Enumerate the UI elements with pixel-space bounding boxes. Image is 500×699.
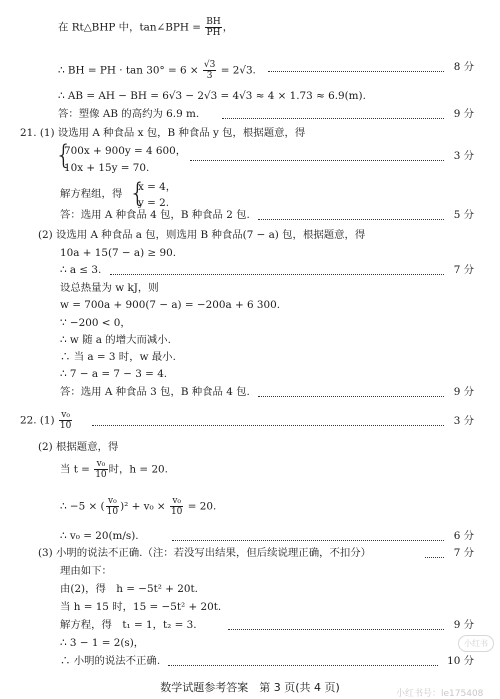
dot-leader (222, 118, 444, 119)
a-bound: ∴ a ≤ 3. (60, 264, 102, 276)
q21-part1-answer: 答：选用 A 种食品 4 包，B 种食品 2 包. (60, 209, 250, 221)
equation-1: 700x + 900y = 4 600， (64, 145, 187, 157)
watermark-text: 小红书号：le175408 (396, 689, 484, 699)
score-7: 7 分 (453, 547, 474, 559)
solution-x: x = 4， (138, 181, 177, 193)
equation-2: 10x + 15y = 70. (64, 162, 150, 174)
score-10: 10 分 (447, 655, 474, 667)
fraction-v0-10: $\frac{\text{v₀}}{10}$ (106, 496, 119, 517)
q21-part2-answer: 答：选用 A 种食品 3 包，B 种食品 4 包. (60, 386, 250, 398)
solution-brace: { (129, 178, 147, 209)
v0-result: ∴ v₀ = 20(m/s). (60, 530, 139, 542)
score-9: 9 分 (453, 108, 474, 120)
dot-leader (258, 396, 444, 397)
dot-leader (268, 71, 444, 72)
let-total-heat: 设总热量为 w kJ，则 (60, 282, 159, 294)
w-decreasing: ∴ w 随 a 的增大而减小. (60, 334, 171, 346)
line-ab-calc: ∴ AB = AH − BH = 6√3 − 2√3 = 4√3 ≈ 4 × 1.73 ≈ 6.9(m). (58, 90, 366, 102)
final-conclusion: ∴ 小明的说法不正确. (60, 655, 161, 667)
w-expression: w = 700a + 900(7 − a) = −200a + 6 300. (60, 299, 281, 311)
b-count: ∴ 7 − a = 7 − 3 = 4. (60, 368, 168, 380)
t-condition: 当 t = $\frac{\text{v₀}}{10}$ 时，h = 20. (60, 459, 168, 480)
page-footer: 数学试题参考答案 第 3 页(共 4 页) (160, 681, 340, 694)
q21-part1-setup: 21. (1) 设选用 A 种食品 x 包，B 种食品 y 包，根据题意，得 (20, 127, 306, 139)
dot-leader (168, 665, 438, 666)
duration-calc: ∴ 3 − 1 = 2(s)， (60, 637, 145, 649)
dot-leader (92, 425, 444, 426)
h-function: 由(2)，得 h = −5t² + 20t. (60, 583, 198, 595)
fraction-v0-10: $\frac{\text{v₀}}{10}$ (95, 459, 107, 480)
solution-y: y = 2. (138, 197, 170, 209)
dot-leader (228, 629, 444, 630)
score-9: 9 分 (453, 386, 474, 398)
equation-brace: { (55, 140, 73, 171)
q22-part3-claim: (3) 小明的说法不正确.（注：若没写出结果，但后续说理正确，不扣分） (38, 547, 372, 559)
score-8: 8 分 (453, 61, 474, 73)
t-solutions: 解方程，得 t₁ = 1，t₂ = 3. (60, 619, 197, 631)
dot-leader (425, 557, 444, 558)
substituted-equation: ∴ −5 × ( $\frac{\text{v₀}}{10}$ )² + v₀ × $\frac{\text{v₀}}{10}$ = 20. (60, 496, 217, 517)
fraction-bh-ph: $\frac{BH}{PH}$ (206, 17, 221, 38)
q21-part2-setup: (2) 设选用 A 种食品 a 包，则选用 B 种食品(7 − a) 包，根据题意，得 (38, 229, 366, 241)
score-6: 6 分 (453, 530, 474, 542)
score-7: 7 分 (453, 264, 474, 276)
score-9: 9 分 (453, 619, 474, 631)
dot-leader (172, 540, 444, 541)
score-5: 5 分 (453, 209, 474, 221)
coef-negative: ∵ −200 < 0， (60, 317, 131, 329)
q22-part2-setup: (2) 根据题意，得 (38, 441, 119, 453)
inequality: 10a + 15(7 − a) ≥ 90. (60, 247, 177, 259)
line-rt-triangle: 在 Rt△BHP 中，tan∠BPH = $\frac{BH}{PH}$ ， (58, 17, 234, 38)
dot-leader (110, 274, 444, 275)
fraction-v0-10: $\frac{\text{v₀}}{10}$ (59, 410, 72, 431)
watermark-badge: 小红书 (458, 635, 494, 652)
w-minimum: ∴ 当 a = 3 时，w 最小. (60, 351, 176, 363)
fraction-v0-10: $\frac{\text{v₀}}{10}$ (170, 496, 183, 517)
line-bh-calc: ∴ BH = PH · tan 30° = 6 × $\frac{√3}{3}$ = 2√3. (58, 60, 256, 81)
score-3: 3 分 (453, 415, 474, 427)
reason-label: 理由如下： (60, 565, 112, 577)
score-3: 3 分 (453, 150, 474, 162)
dot-leader (258, 219, 444, 220)
q22-part1: 22. (1) $\frac{\text{v₀}}{10}$ (20, 410, 72, 431)
dot-leader (190, 160, 444, 161)
line-answer-ab: 答：塑像 AB 的高约为 6.9 m. (58, 108, 200, 120)
fraction-sqrt3-3: $\frac{√3}{3}$ (203, 60, 216, 81)
solve-system-label: 解方程组，得 (60, 188, 123, 200)
h-15-equation: 当 h = 15 时，15 = −5t² + 20t. (60, 601, 222, 613)
